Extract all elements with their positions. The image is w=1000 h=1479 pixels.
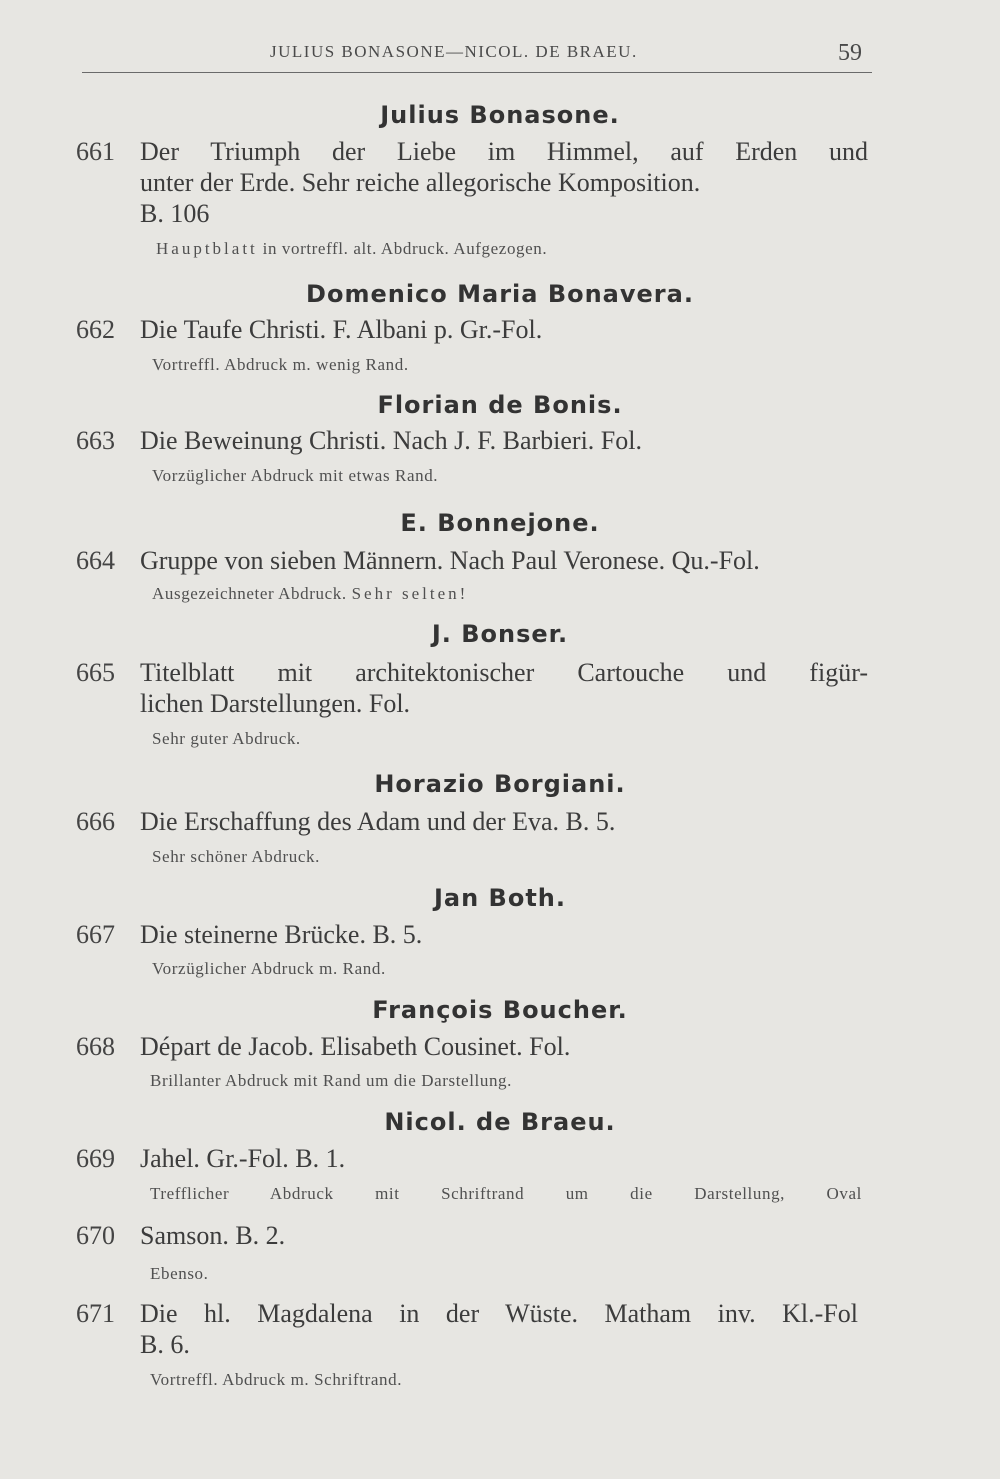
lot-title-line: Samson. B. 2. bbox=[140, 1221, 286, 1250]
lot-number: 668 bbox=[76, 1032, 115, 1061]
lot-title-line: Titelblatt mit architektonischer Cartouche und figür- bbox=[140, 658, 868, 687]
note-emphasis: Sehr selten! bbox=[351, 584, 469, 603]
lot-title-line: Die Taufe Christi. F. Albani p. Gr.-Fol. bbox=[140, 315, 543, 344]
artist-heading: Jan Both. bbox=[433, 884, 567, 912]
lot-title-line: Die Beweinung Christi. Nach J. F. Barbieri. Fol. bbox=[140, 426, 642, 455]
artist-heading: Florian de Bonis. bbox=[377, 391, 623, 419]
header-rule bbox=[82, 72, 872, 73]
lot-condition-note bbox=[156, 239, 547, 259]
lot-condition-note: Vortreffl. Abdruck m. Schriftrand. bbox=[150, 1370, 403, 1389]
lot-title-line: Jahel. Gr.-Fol. B. 1. bbox=[140, 1144, 346, 1173]
lot-number: 663 bbox=[76, 426, 115, 455]
artist-heading: E. Bonnejone. bbox=[400, 509, 600, 537]
lot-condition-note: Vorzüglicher Abdruck m. Rand. bbox=[152, 959, 386, 978]
artist-heading: Nicol. de Braeu. bbox=[384, 1108, 616, 1136]
lot-condition-note: Vorzüglicher Abdruck mit etwas Rand. bbox=[152, 466, 439, 485]
note-emphasis: Hauptblatt bbox=[156, 239, 258, 258]
lot-title-line: unter der Erde. Sehr reiche allegorische Komposition. bbox=[140, 168, 701, 197]
lot-number: 670 bbox=[76, 1221, 115, 1250]
lot-number: 664 bbox=[76, 546, 115, 575]
lot-condition-note bbox=[152, 584, 468, 604]
lot-number: 661 bbox=[76, 137, 115, 166]
lot-title-line: B. 106 bbox=[140, 199, 210, 228]
note-text: Ausgezeichneter Abdruck. bbox=[152, 584, 352, 603]
lot-condition-note: Ebenso. bbox=[150, 1264, 209, 1283]
lot-condition-note: Brillanter Abdruck mit Rand um die Darstellung. bbox=[150, 1071, 512, 1090]
lot-title-line: lichen Darstellungen. Fol. bbox=[140, 689, 411, 718]
running-title: JULIUS BONASONE—NICOL. DE BRAEU. bbox=[270, 42, 638, 61]
lot-condition-note: Trefflicher Abdruck mit Schriftrand um die Darstellung, Oval bbox=[150, 1184, 862, 1203]
artist-heading: Julius Bonasone. bbox=[380, 101, 620, 129]
lot-number: 671 bbox=[76, 1299, 115, 1328]
lot-number: 666 bbox=[76, 807, 115, 836]
lot-condition-note: Sehr schöner Abdruck. bbox=[152, 847, 320, 866]
lot-number: 669 bbox=[76, 1144, 115, 1173]
artist-heading: François Boucher. bbox=[372, 996, 628, 1024]
lot-number: 667 bbox=[76, 920, 115, 949]
lot-title-line: Gruppe von sieben Männern. Nach Paul Veronese. Qu.-Fol. bbox=[140, 546, 760, 575]
lot-condition-note: Vortreffl. Abdruck m. wenig Rand. bbox=[152, 355, 409, 374]
artist-heading: J. Bonser. bbox=[431, 620, 569, 648]
artist-heading: Domenico Maria Bonavera. bbox=[306, 280, 694, 308]
artist-heading: Horazio Borgiani. bbox=[374, 770, 626, 798]
note-text: in vortreffl. alt. Abdruck. Aufgezogen. bbox=[257, 239, 548, 258]
lot-number: 662 bbox=[76, 315, 115, 344]
lot-title-line: Die steinerne Brücke. B. 5. bbox=[140, 920, 423, 949]
lot-title-line: Der Triumph der Liebe im Himmel, auf Erden und bbox=[140, 137, 868, 166]
lot-title-line: B. 6. bbox=[140, 1330, 190, 1359]
lot-number: 665 bbox=[76, 658, 115, 687]
page-number: 59 bbox=[838, 40, 862, 66]
lot-title-line: Départ de Jacob. Elisabeth Cousinet. Fol. bbox=[140, 1032, 571, 1061]
lot-condition-note: Sehr guter Abdruck. bbox=[152, 729, 301, 748]
lot-title-line: Die hl. Magdalena in der Wüste. Matham inv. Kl.-Fol bbox=[140, 1299, 858, 1328]
lot-title-line: Die Erschaffung des Adam und der Eva. B. 5. bbox=[140, 807, 616, 836]
